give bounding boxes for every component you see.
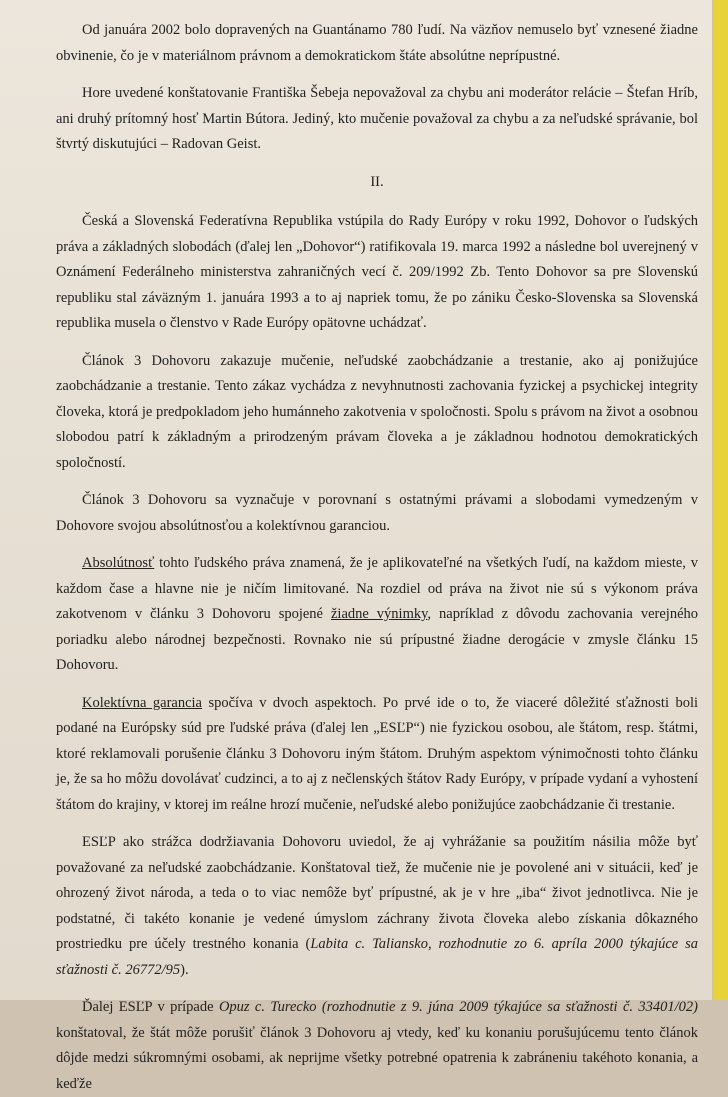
paragraph-6-text-b: , napríklad z dôvodu zachovania verejného poriadku alebo národnej bezpečnosti. Rovnako nie sú prípustné žiadne derogácie v zmysle článku 15 Dohovoru. [56, 606, 699, 673]
citation-opuz: Opuz c. Turecko (rozhodnutie z 9. júna 2009 týkajúce sa sťažnosti č. 33401/02) [218, 999, 699, 1015]
citation-labita: Labita c. Taliansko, rozhodnutie zo 6. apríla 2000 týkajúce sa sťažnosti č. 26772/95 [56, 936, 699, 978]
paragraph-4: Článok 3 Dohovoru zakazuje mučenie, neľudské zaobchádzanie a trestanie, ako aj ponižujúce zaobchádzanie a trestanie. Tento zákaz vychádza z nevyhnutnosti zachovania fyzickej a psychickej integrity človeka, ktorá je predpokladom jeho humánneho zakotvenia v spoločnosti. Spolu s právom na život a osobnou slobodou patrí k základným a prirodzeným právam človeka a je základnou hodnotou demokratických spoločností. [56, 352, 698, 471]
paragraph-6 [56, 551, 698, 679]
term-absolutnost: Absolútnosť [82, 555, 155, 571]
paragraph-7 [56, 691, 698, 819]
paragraph-8 [56, 830, 698, 983]
term-ziadne-vynimky: žiadne výnimky [330, 606, 428, 622]
yellow-edge [714, 0, 728, 1000]
paragraph-2: Hore uvedené konštatovanie Františka Šebeja nepovažoval za chybu ani moderátor relácie – Štefan Hríb, ani druhý prítomný hosť Martin Bútora. Jediný, kto mučenie považoval za chybu a za neľudské správanie, bol štvrtý diskutujúci – Radovan Geist. [56, 85, 698, 152]
paragraph-8-end: ). [180, 961, 189, 978]
section-heading: II. [370, 173, 384, 190]
paragraph-9-text-a: Ďalej ESĽP v prípade [82, 999, 219, 1015]
paragraph-7-text: spočíva v dvoch aspektoch. Po prvé ide o to, že viaceré dôležité sťažnosti boli podané na Európsky súd pre ľudské práva (ďalej len „ESĽP“) nie fyzickou osobou, ale štátom, resp. štátmi, ktoré reklamovali porušenie článku 3 Dohovoru iným štátom. Druhým aspektom výnimočnosti tohto článku je, že sa ho môžu dovolávať cudzinci, a to aj z nečlenských štátov Rady Európy, v prípade vydaní a vyhostení štátom do krajiny, v ktorej im reálne hrozí mučenie, neľudské alebo ponižujúce zaobchádzanie či trestanie. [56, 694, 698, 813]
paragraph-8-text: ESĽP ako strážca dodržiavania Dohovoru uviedol, že aj vyhrážanie sa použitím násilia môže byť považované za neľudské zaobchádzanie. Konštatoval tiež, že mučenie nie je povolené ani v situácii, keď je ohrozený život národa, a teda o to viac nemôže byť prípustné, ak je v hre „iba“ život jednotlivca. Nie je podstatné, či takéto konanie je vedené úmyslom záchrany života človeka alebo získania dôkazného prostriedku pre účely trestného konania ( [56, 834, 698, 952]
paragraph-5: Článok 3 Dohovoru sa vyznačuje v porovnaní s ostatnými právami a slobodami vymedzeným v Dohovore svojou absolútnosťou a kolektívnou garanciou. [56, 492, 698, 534]
paragraph-9 [56, 995, 698, 1097]
paragraph-1: Od januára 2002 bolo dopravených na Guantánamo 780 ľudí. Na väzňov nemuselo byť vznesené žiadne obvinenie, čo je v materiálnom právnom a demokratickom štáte absolútne neprípustné. [56, 22, 698, 64]
term-kolektivna-garancia: Kolektívna garancia [82, 694, 202, 711]
paragraph-6-text-a: tohto ľudského práva znamená, že je aplikovateľné na všetkých ľudí, na každom mieste, v každom čase a hlavne nie je ničím limitované. Na rozdiel od práva na život nie sú s výkonom práva zakotvenom v článku 3 Dohovoru spojené [56, 555, 698, 622]
paragraph-3: Česká a Slovenská Federatívna Republika vstúpila do Rady Európy v roku 1992, Dohovor o ľudských práva a základných slobodách (ďalej len „Dohovor“) ratifikovala 19. marca 1992 a následne bol uverejnený v Oznámení Federálneho ministerstva zahraničných vecí č. 209/1992 Zb. Tento Dohovor sa pre Slovenskú republiku stal záväzným 1. januára 1993 a to aj napriek tomu, že po zániku Česko-Slovenska sa Slovenská republika musela o členstvo v Rade Európy opätovne uchádzať. [56, 213, 698, 331]
paragraph-9-text-b: konštatoval, že štát môže porušiť článok 3 Dohovoru aj vtedy, keď ku konaniu porušujúcemu tento článok dôjde medzi súkromnými osobami, ak neprijme všetky potrebné opatrenia k zabráneniu takéhoto konania, a keďže [56, 1024, 698, 1092]
